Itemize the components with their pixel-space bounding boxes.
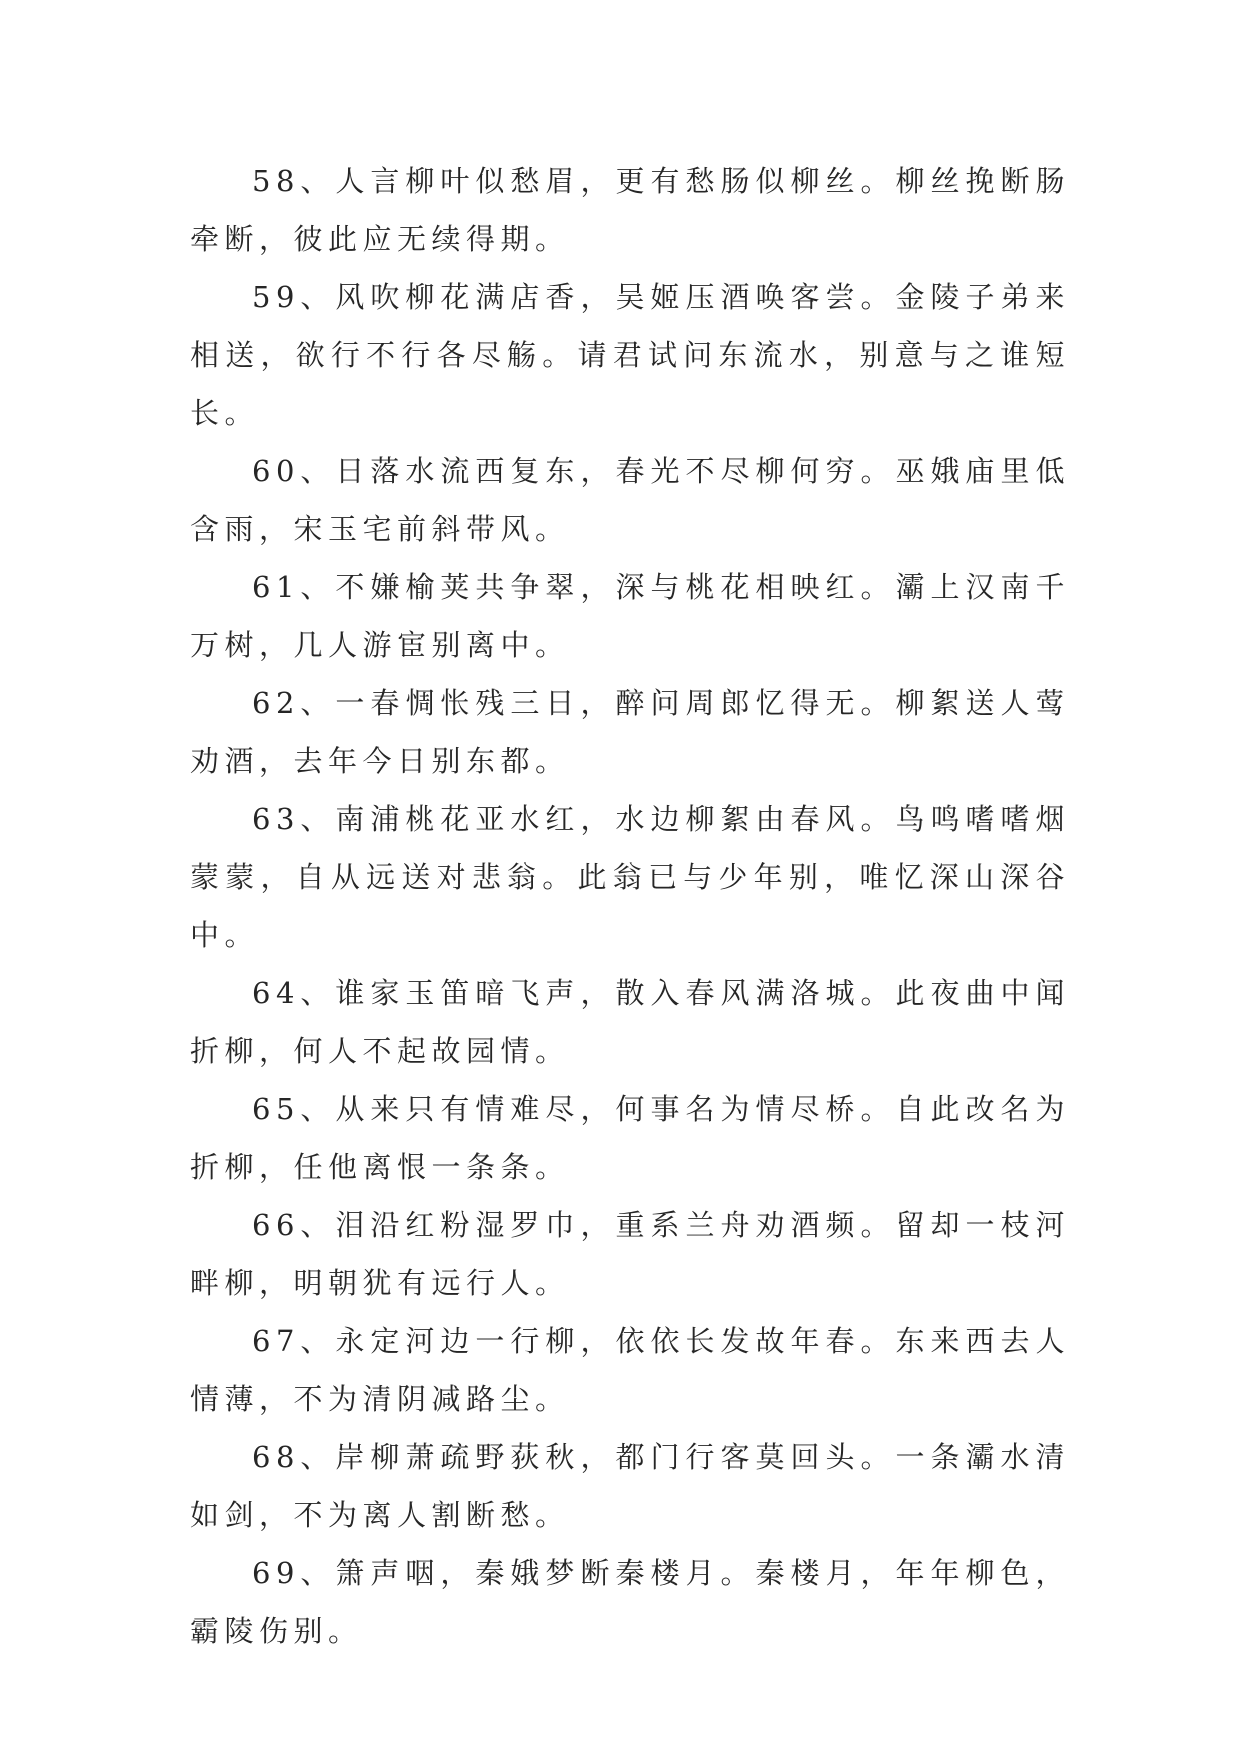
paragraph-59: 59、风吹柳花满店香，吴姬压酒唤客尝。金陵子弟来相送，欲行不行各尽觞。请君试问东流水，别意与之谁短长。 xyxy=(190,280,1070,430)
paragraph-64: 64、谁家玉笛暗飞声，散入春风满洛城。此夜曲中闻折柳，何人不起故园情。 xyxy=(190,976,1070,1068)
paragraph-61: 61、不嫌榆荚共争翠，深与桃花相映红。灞上汉南千万树，几人游宦别离中。 xyxy=(190,570,1070,662)
paragraph-66: 66、泪沿红粉湿罗巾，重系兰舟劝酒频。留却一枝河畔柳，明朝犹有远行人。 xyxy=(190,1208,1070,1300)
paragraph-68: 68、岸柳萧疏野荻秋，都门行客莫回头。一条灞水清如剑，不为离人割断愁。 xyxy=(190,1440,1070,1532)
paragraph-58: 58、人言柳叶似愁眉，更有愁肠似柳丝。柳丝挽断肠牵断，彼此应无续得期。 xyxy=(190,164,1070,256)
document-body xyxy=(190,152,1070,1660)
paragraph-63: 63、南浦桃花亚水红，水边柳絮由春风。鸟鸣嗜嗜烟蒙蒙，自从远送对悲翁。此翁已与少年别，唯忆深山深谷中。 xyxy=(190,802,1070,952)
paragraph-60: 60、日落水流西复东，春光不尽柳何穷。巫娥庙里低含雨，宋玉宅前斜带风。 xyxy=(190,454,1070,546)
paragraph-69: 69、箫声咽，秦娥梦断秦楼月。秦楼月，年年柳色，霸陵伤别。 xyxy=(190,1556,1070,1648)
paragraph-65: 65、从来只有情难尽，何事名为情尽桥。自此改名为折柳，任他离恨一条条。 xyxy=(190,1092,1070,1184)
paragraph-67: 67、永定河边一行柳，依依长发故年春。东来西去人情薄，不为清阴减路尘。 xyxy=(190,1324,1070,1416)
paragraph-62: 62、一春惆怅残三日，醉问周郎忆得无。柳絮送人莺劝酒，去年今日别东都。 xyxy=(190,686,1070,778)
